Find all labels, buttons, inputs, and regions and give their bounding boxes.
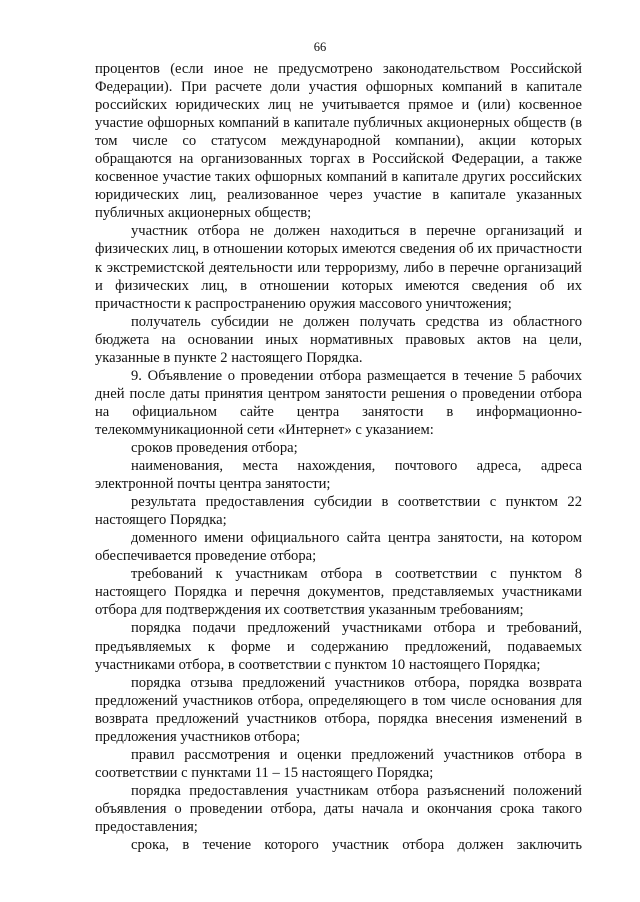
list-item-domain-name: доменного имени официального сайта центра занятости, на котором обеспечивается проведение отбора; bbox=[95, 530, 582, 565]
body-text bbox=[95, 60, 582, 854]
list-item-withdrawal-procedure: порядка отзыва предложений участников отбора, порядка возврата предложений участников отбора, определяющего в том числе основания для возврата предложений участников отбора, порядка внесения изменений в предложения участников отбора; bbox=[95, 674, 582, 745]
list-item-submission-procedure: порядка подачи предложений участниками отбора и требований, предъявляемых к форме и содержанию предложений, подаваемых участниками отбора, в соответствии с пунктом 10 настоящего Порядка; bbox=[95, 620, 582, 673]
list-item-participant-requirements: требований к участникам отбора в соответствии с пунктом 8 настоящего Порядка и перечня документов, представляемых участниками отбора для подтверждения их соответствия указанным требованиям; bbox=[95, 566, 582, 619]
list-item-subsidy-result: результата предоставления субсидии в соответствии с пунктом 22 настоящего Порядка; bbox=[95, 494, 582, 529]
paragraph-no-other-funds: получатель субсидии не должен получать средства из областного бюджета на основании иных нормативных правовых актов на цели, указанные в пункте 2 настоящего Порядка. bbox=[95, 313, 582, 366]
page-number: 66 bbox=[313, 40, 327, 54]
list-item-selection-dates: сроков проведения отбора; bbox=[131, 439, 298, 456]
paragraph-offshore-participation: процентов (если иное не предусмотрено законодательством Российской Федерации). При расчете доли участия офшорных компаний в капитале российских юридических лиц не учитывается прямое и (или) косвенное участие офшорных компаний в капитале публичных акционерных обществ (в том числе со статусом международной компании), акции которых обращаются на организованных торгах в Российской Федерации, а также косвенное участие таких офшорных компаний в капитале других российских юридических лиц, реализованное через участие в капитале указанных публичных акционерных обществ; bbox=[95, 61, 582, 222]
list-item-center-contacts: наименования, места нахождения, почтового адреса, адреса электронной почты центра занятости; bbox=[95, 458, 582, 493]
paragraph-extremism-list: участник отбора не должен находиться в перечне организаций и физических лиц, в отношении которых имеются сведения об их причастности к экстремистской деятельности или терроризму, либо в перечне организаций и физических лиц, в отношении которых имеются сведения об их причастности к распространению оружия массового уничтожения; bbox=[95, 223, 582, 312]
paragraph-item-9: 9. Объявление о проведении отбора размещается в течение 5 рабочих дней после даты принятия центром занятости решения о проведении отбора на официальном сайте центра занятости в информационно-телекоммуникационной сети «Интернет» с указанием: bbox=[95, 367, 582, 438]
list-item-agreement-term: срока, в течение которого участник отбора должен заключить bbox=[131, 837, 582, 854]
list-item-evaluation-rules: правил рассмотрения и оценки предложений участников отбора в соответствии с пунктами 11 – 15 настоящего Порядка; bbox=[95, 746, 582, 781]
list-item-clarifications: порядка предоставления участникам отбора разъяснений положений объявления о проведении отбора, даты начала и окончания срока такого предоставления; bbox=[95, 782, 582, 835]
